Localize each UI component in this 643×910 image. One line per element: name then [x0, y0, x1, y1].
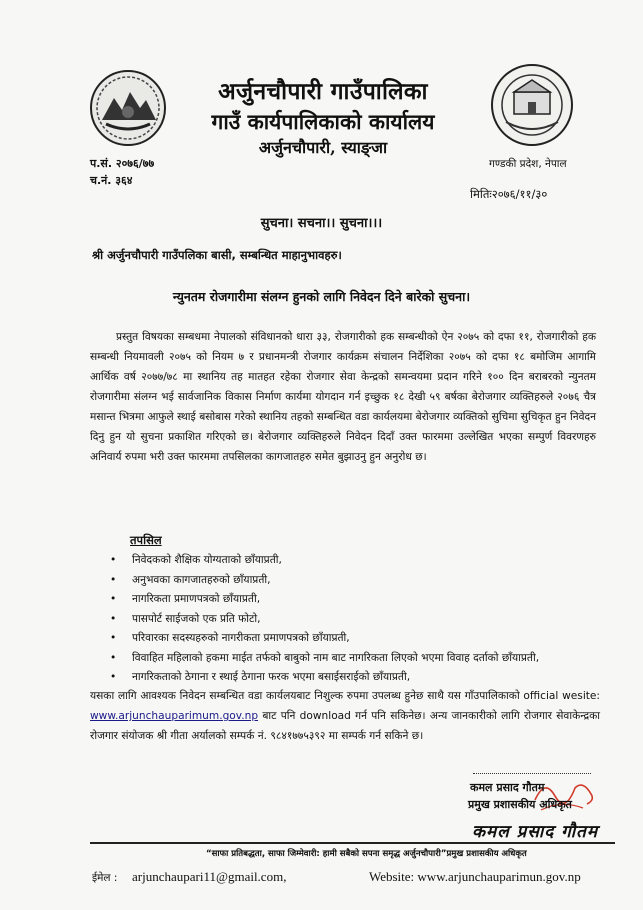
bullet-icon: •	[110, 632, 117, 644]
list-item: • अनुभवका कागजातहरुको छाँयाप्रती,	[108, 571, 608, 591]
dispatch-number: च.नं. ३६४	[90, 174, 133, 187]
list-item: • पासपोर्ट साईजको एक प्रति फोटो,	[108, 610, 608, 630]
bullet-icon: •	[110, 593, 117, 605]
notice-heading: सुचना। सचना।। सुचना।।।	[260, 216, 383, 231]
signature-line	[473, 773, 591, 774]
footer-website[interactable]: Website: www.arjunchauparimun.gov.np	[369, 869, 581, 884]
bullet-icon: •	[110, 671, 117, 683]
letter-date: मितिः२०७६/११/३०	[470, 187, 548, 201]
notice-body	[90, 327, 596, 467]
closing-text-part1: यसका लागि आवश्यक निवेदन सम्बन्धित वडा कार्यलयबाट निशुल्क रुपमा उपलब्ध हुनेछ साथै यस गाँउपालिकाको official wesite:	[90, 690, 600, 702]
website-link[interactable]: www.arjunchauparimum.gov.np	[90, 710, 259, 722]
handwritten-signature-icon	[531, 770, 601, 820]
email-label: ईमेल :	[92, 872, 118, 884]
footer-tagline: “साफा प्रतिबद्धता, साफा जिम्मेवारी: हामी सबैको सपना समृद्ध अर्जुनचौपारी”प्रमुख प्रशासकीय अधिकृत	[206, 849, 527, 859]
government-emblem-icon	[88, 68, 168, 148]
office-name-line1: अर्जुनचौपारी गाउँपालिका	[218, 78, 428, 105]
closing-text-part2: बाट पनि download गर्न पनि सकिनेछ। अन्य जानकारीको लागि रोजगार सेवाकेन्द्रका रोजगार संयोजक श्री गीता अर्यालको सम्पर्क नं. ९८४१७७५३९२ मा सम्पर्क गर्न सकिने छ।	[90, 710, 600, 742]
notice-subject: न्युनतम रोजगारीमा संलग्न हुनको लागि निवेदन दिने बारेको सुचना।	[172, 289, 471, 304]
list-item: • निवेदकको शैक्षिक योग्यताको छाँयाप्रती,	[108, 551, 608, 571]
bullet-icon: •	[110, 612, 117, 625]
list-heading: तपसिल	[130, 533, 162, 547]
footer-divider	[90, 842, 615, 844]
office-address: अर्जुनचौपारी, स्याङ्जा	[258, 138, 388, 157]
bullet-icon: •	[110, 573, 117, 586]
list-item: • नागरिकता प्रमाणपत्रको छाँयाप्रती,	[108, 590, 608, 610]
letter-number: प.सं. २०७६/७७	[90, 157, 155, 170]
name-stamp: कमल प्रसाद गौतम	[472, 822, 599, 842]
bullet-icon: •	[110, 651, 117, 664]
email-address[interactable]: arjunchaupari11@gmail.com,	[132, 869, 287, 884]
signatory-name: कमल प्रसाद गौतम	[470, 781, 545, 794]
province-name: गण्डकी प्रदेश, नेपाल	[489, 158, 567, 170]
municipality-seal-icon	[488, 62, 576, 148]
signatory-title: प्रमुख प्रशासकीय अधिकृत	[468, 798, 572, 811]
salutation: श्री अर्जुनचौपारी गाउँपलिका बासी, सम्बन्धित माहानुभावहरु।	[92, 248, 342, 262]
list-item: • विवाहित महिलाको हकमा माईत तर्फको बाबुको नाम बाट नागरिकता लिएको भएमा विवाह दर्ताको छाँयाप्रती,	[108, 649, 608, 669]
bullet-icon: •	[110, 554, 117, 566]
list-item: • नागरिकताको ठेगाना र स्थाई ठेगाना फरक भएमा बसाईसराईको छाँयाप्रती,	[108, 668, 608, 688]
required-documents-list	[108, 551, 608, 688]
closing-paragraph	[90, 686, 600, 746]
list-item: • परिवारका सदस्यहरुको नागरीकता प्रमाणपत्रको छाँयाप्रती,	[108, 629, 608, 649]
office-name-line2: गाउँ कार्यपालिकाको कार्यालय	[211, 109, 435, 134]
body-paragraph: प्रस्तुत विषयका सम्बधमा नेपालको संविधानको धारा ३३, रोजगारीको हक सम्बन्धीको ऐन २०७५ को दफा ११, रोजगारीको हक सम्बन्धी नियमावली २०७५ को नियम ७ र प्रधानमन्त्री रोजगार कार्यक्रम संचालन निर्देशिका २०७५ को दफा १८ बमोजिम आगामि आर्थिक वर्ष २०७७/७८ मा स्थानिय तह मातहत रहेका रोजगार सेवा केन्द्रको समन्वयमा प्रदान गरिने १०० दिन बराबरको न्युनतम रोजगारीमा संलग्न भई सार्वजानिक विकास निर्माण कार्यमा योगदान गर्न इच्छुक १८ देखी ५९ बर्षका बेरोजगार व्यक्तिहरुले २०७६ चैत्र मसान्त भित्रमा आफुले स्थाई बसोबास गरेको स्थानिय तहको सम्बन्धित वडा कार्यलयमा बेरोजगार व्यक्तिको सुचिमा सुचिकृत हुन निवेदन दिनु हुन यो सुचना प्रकाशित गरिएको छ। बेरोजगार व्यक्तिहरुले निवेदन दिदाँ उक्त फारममा उल्लेखित भएका सम्पुर्ण विवरणहरु अनिवार्य रुपमा भरी उक्त फारममा तपसिलका कागजातहरु समेत बुझाउनु हुन अनुरोध छ।	[90, 331, 596, 463]
